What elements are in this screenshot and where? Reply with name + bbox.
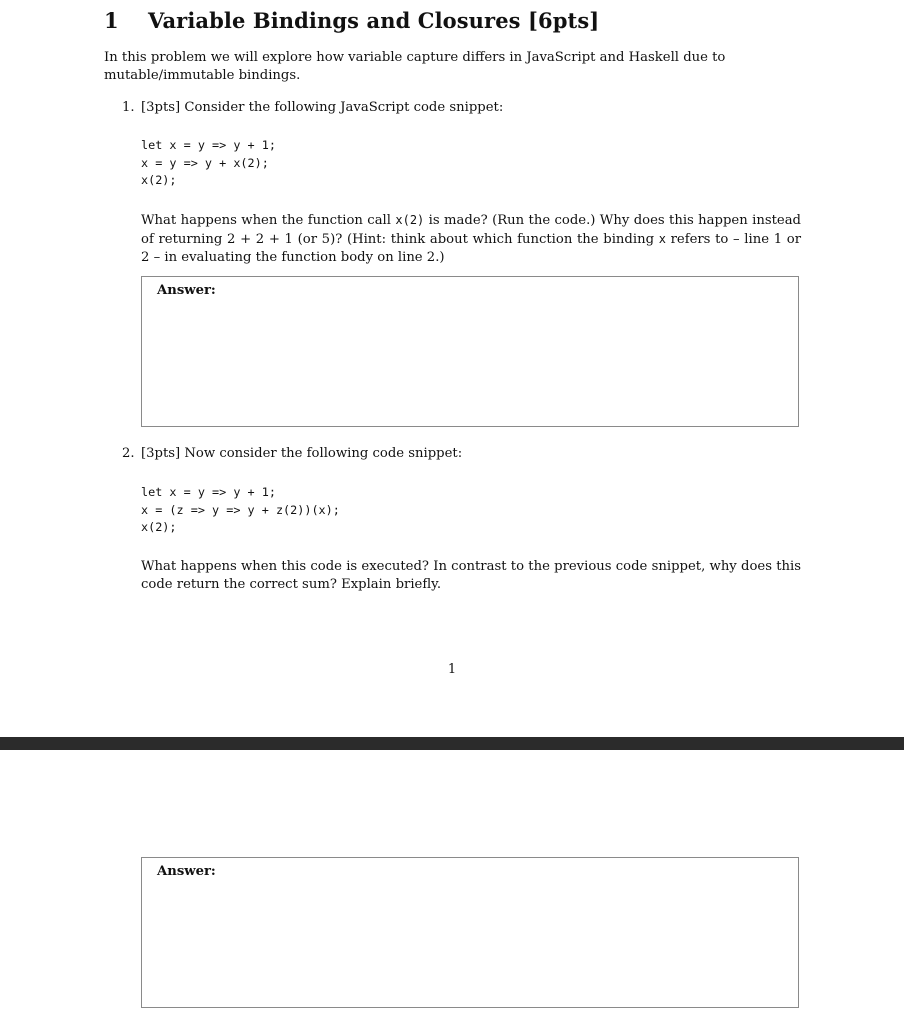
intro-paragraph: In this problem we will explore how variable capture differs in JavaScript and Haskell due to mutable/immutable bindings.: [104, 50, 726, 83]
question-1-code: [141, 137, 276, 190]
question-2-prompt: What happens when this code is executed? In contrast to the previous code snippet, why does this code return the correct sum? Explain briefly.: [141, 559, 801, 592]
prompt-text: is made? (Run the code.) Why does this happen instead of returning 2 + 2 + 1 (or 5)? (Hint: think about which function the binding: [141, 213, 801, 247]
question-1-number: 1.: [122, 100, 135, 115]
answer-label: Answer:: [157, 864, 216, 879]
code-line: x(2);: [141, 520, 177, 534]
question-2-number: 2.: [122, 446, 135, 461]
code-line: let x = y => y + 1;: [141, 485, 276, 499]
code-line: x(2);: [141, 173, 177, 187]
question-2-code: [141, 484, 340, 537]
page-bottom: [0, 750, 904, 1024]
page-separator: [0, 737, 904, 750]
inline-code: x: [658, 232, 666, 246]
page-number: 1: [447, 662, 457, 677]
question-2-heading: [122, 445, 462, 463]
section-number: 1: [104, 8, 119, 33]
question-1-answer-box[interactable]: [141, 276, 799, 427]
question-1-heading: [122, 99, 503, 117]
prompt-text: refers to – line 1 or 2 – in evaluating the function body on line 2.): [141, 232, 801, 265]
code-line: x = (z => y => y + z(2))(x);: [141, 502, 340, 517]
code-line: x = y => y + x(2);: [141, 155, 269, 170]
section-title: Variable Bindings and Closures [6pts]: [148, 8, 600, 33]
code-line: let x = y => y + 1;: [141, 138, 276, 152]
question-2-answer-box[interactable]: [141, 857, 799, 1008]
answer-label: Answer:: [157, 283, 216, 298]
question-1-prompt: [141, 211, 801, 267]
question-2-heading-text: [3pts] Now consider the following code snippet:: [141, 446, 463, 461]
question-1-heading-text: [3pts] Consider the following JavaScript code snippet:: [141, 100, 504, 115]
prompt-text: What happens when the function call: [141, 213, 396, 228]
section-heading: [104, 8, 599, 33]
inline-code: x(2): [395, 213, 425, 227]
